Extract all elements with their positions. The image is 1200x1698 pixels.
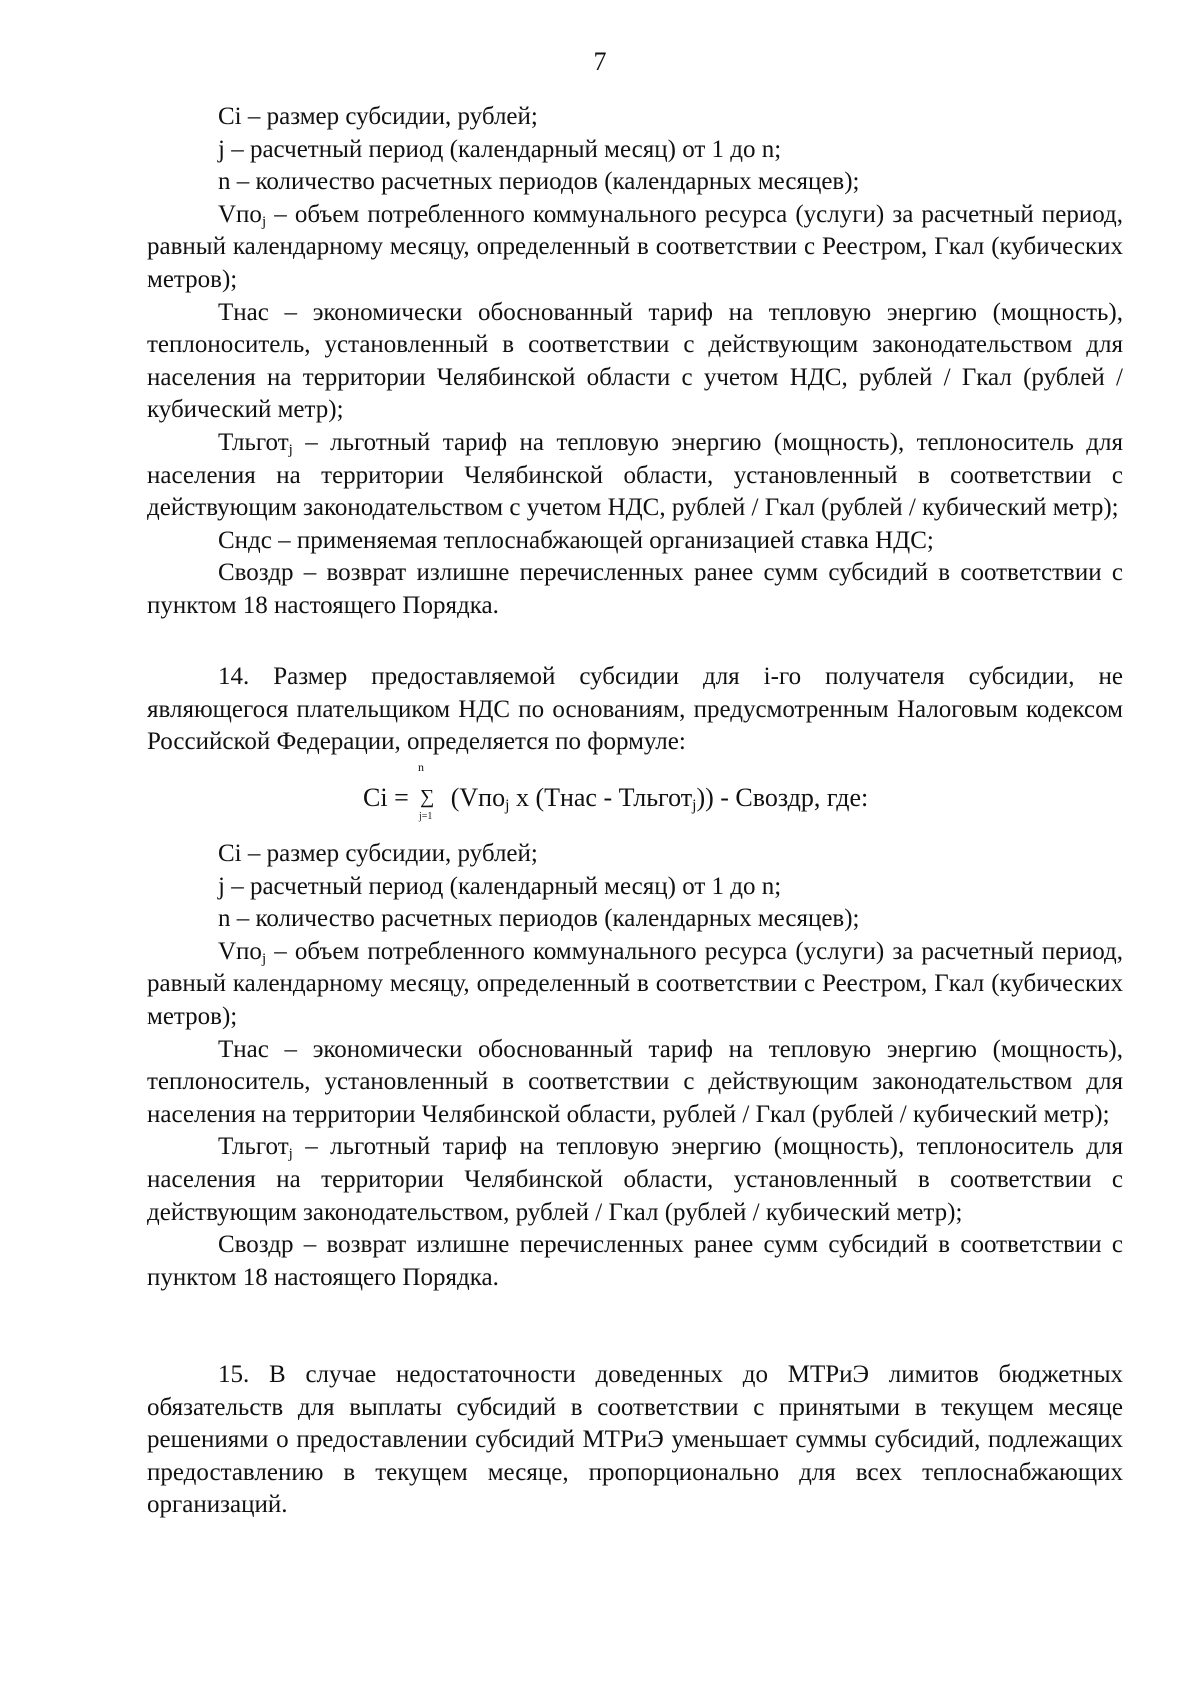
vpo-text: – объем потребленного коммунального ресурса (услуги) за расчетный период, равный календарному месяцу, определенный в соответствии с Реестром, Гкал (кубических метров);: [147, 200, 1123, 293]
paragraph-15: [147, 1359, 1123, 1522]
paragraph-14-text: 14. Размер предоставляемой субсидии для i-го получателя субсидии, не являющегося плательщиком НДС по основаниям, предусмотренным Налоговым кодексом Российской Федерации, определяется по формуле:: [147, 663, 1123, 756]
formula-mid: x (Тнас - Тльгот: [509, 783, 693, 812]
def2-tnas: Тнас – экономически обоснованный тариф на тепловую энергию (мощность), теплоноситель, установленный в соответствии с действующим законодательством для населения на территории Челябинской области, рублей / Гкал (рублей / кубический метр);: [147, 1035, 1123, 1128]
def2-svozvr: Своздр – возврат излишне перечисленных ранее сумм субсидий в соответствии с пунктом 18 настоящего Порядка.: [147, 1231, 1123, 1291]
formula-expression: [363, 782, 868, 814]
def2-vpo: [147, 936, 1123, 1034]
vpo2-subscript: j: [261, 950, 267, 967]
formula-left: Ci =: [363, 783, 409, 812]
vpo-symbol: Vпо: [218, 200, 262, 228]
def-tnas: Тнас – экономически обоснованный тариф на тепловую энергию (мощность), теплоноситель, установленный в соответствии с действующим законодательством для населения на территории Челябинской области с учетом НДС, рублей / Гкал (рублей / кубический метр);: [147, 298, 1123, 424]
tlgot2-subscript: j: [288, 1146, 293, 1163]
vpo2-text: – объем потребленного коммунального ресурса (услуги) за расчетный период, равный календарному месяцу, определенный в соответствии с Реестром, Гкал (кубических метров);: [147, 937, 1123, 1030]
paragraph-14: [147, 661, 1123, 759]
formula-sub-1: j: [505, 796, 510, 814]
tlgot2-text: – льготный тариф на тепловую энергию (мощность), теплоноситель для населения на территории Челябинской области, установленный в соответствии с действующим законодательством, рублей / Гкал (рублей / кубический метр);: [147, 1133, 1123, 1226]
formula-sub-2: j: [692, 796, 697, 814]
vpo-subscript: j: [261, 213, 267, 230]
def-vpo: [147, 199, 1123, 297]
formula-sum-lower-limit: j=1: [419, 811, 433, 822]
definitions-block-1: [147, 101, 1123, 623]
vpo2-symbol: Vпо: [218, 937, 262, 965]
tlgot-text: – льготный тариф на тепловую энергию (мощность), теплоноситель для населения на территории Челябинской области, установленный в соответствии с действующим законодательством с учетом НДС, рублей / Гкал (рублей / кубический метр);: [147, 428, 1123, 522]
formula-tail: )) - Своздр, где:: [696, 783, 869, 812]
def-n: n – количество расчетных периодов (календарных месяцев);: [218, 168, 860, 196]
def2-j: j – расчетный период (календарный месяц) от 1 до n;: [218, 872, 782, 900]
formula-body: (Vпо: [450, 783, 506, 812]
def-j: j – расчетный период (календарный месяц) от 1 до n;: [218, 135, 782, 163]
tlgot-subscript: j: [288, 441, 293, 458]
paragraph-15-text: 15. В случае недостаточности доведенных до МТРиЭ лимитов бюджетных обязательств для выплаты субсидий в соответствии с принятыми в текущем месяце решениями о предоставлении субсидий МТРиЭ уменьшает суммы субсидий, подлежащих предоставлению в текущем месяце, пропорционально для всех теплоснабжающих организаций.: [147, 1361, 1123, 1519]
formula-sum-sign: ∑: [420, 786, 435, 808]
formula: [147, 760, 1123, 834]
tlgot-symbol: Тльгот: [218, 428, 289, 456]
formula-sum-upper-limit: n: [418, 760, 424, 774]
def-tlgot: [147, 427, 1123, 525]
definitions-block-2: [147, 838, 1123, 1294]
def-ci: Ci – размер субсидии, рублей;: [218, 103, 538, 130]
def-svozvr: Своздр – возврат излишне перечисленных ранее сумм субсидий в соответствии с пунктом 18 настоящего Порядка.: [147, 559, 1123, 619]
def2-ci: Ci – размер субсидии, рублей;: [218, 840, 538, 867]
def2-n: n – количество расчетных периодов (календарных месяцев);: [218, 905, 860, 933]
def-snds: Сндс – применяемая теплоснабжающей организацией ставка НДС;: [218, 526, 934, 554]
def2-tlgot: [147, 1131, 1123, 1229]
page-number: 7: [593, 47, 607, 76]
tlgot2-symbol: Тльгот: [218, 1133, 289, 1161]
